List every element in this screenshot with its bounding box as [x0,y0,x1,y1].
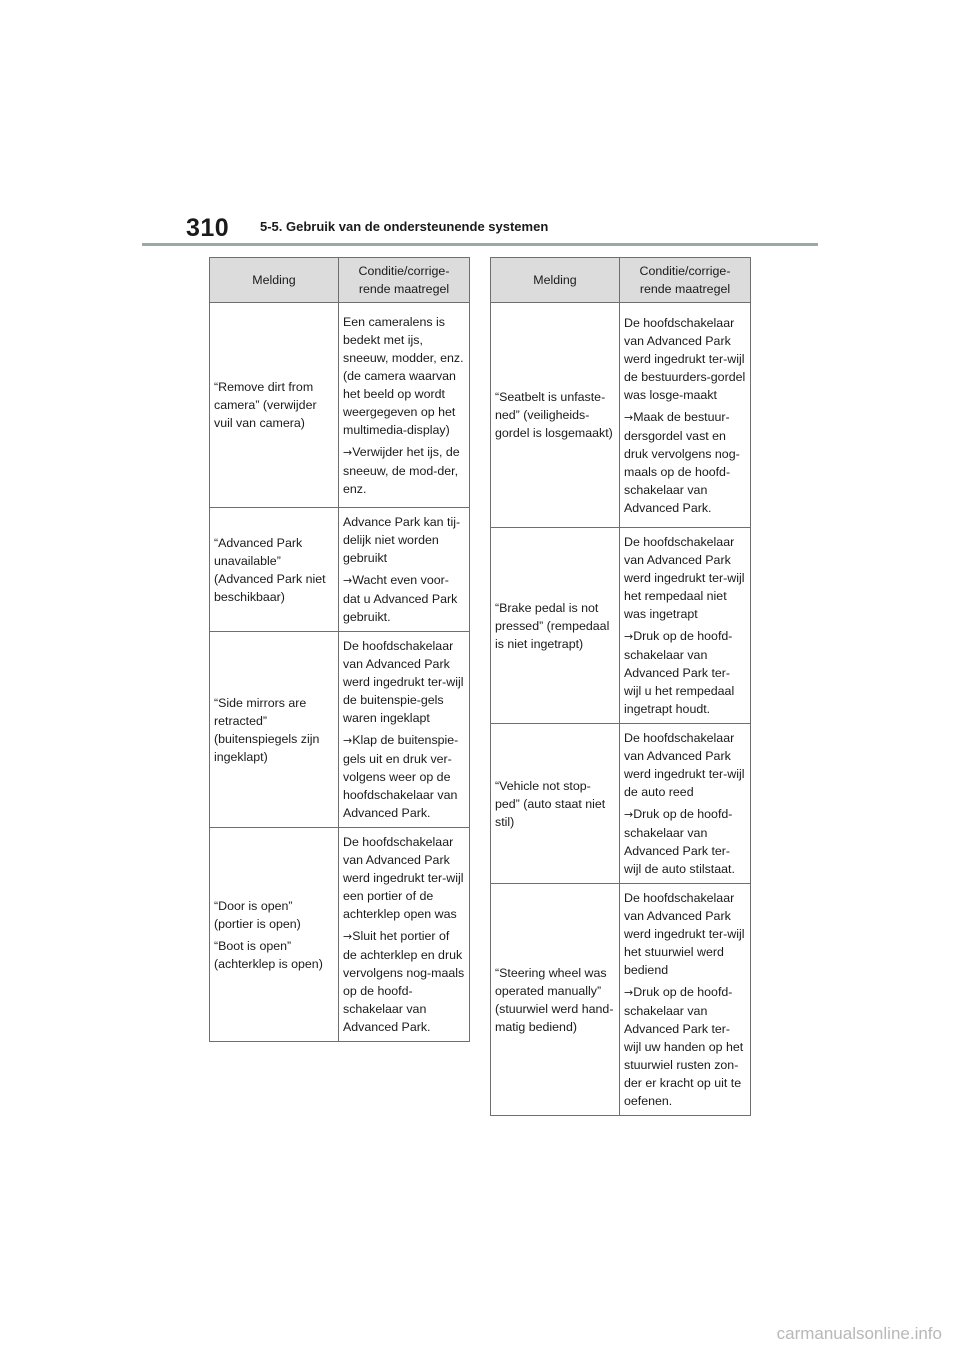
message-line: “Brake pedal is not [495,600,599,615]
action-label: Sluit het portier of de achterklep en druk vervolgens nog-maals op de hoofd-schakelaar van Advanced Park. [343,929,465,1034]
conditie-header-line2: rende maatregel [639,282,731,296]
message-line: beschikbaar) [214,589,285,604]
action-label: Druk op de hoofd-schakelaar van Advanced Park ter-wijl de auto stilstaat. [624,807,735,876]
message-line: pressed” (rempedaal [495,618,610,633]
melding-header: Melding [491,258,620,303]
table-row [210,508,470,632]
message-cell [491,303,620,528]
message-line: “Side mirrors are [214,695,307,710]
message-line: “Remove dirt from [214,380,314,394]
message-line: ned” (veiligheids- [495,408,590,422]
message-line: is niet ingetrapt) [495,636,584,651]
message-line: stil) [495,814,515,829]
condition-text: De hoofdschakelaar van Advanced Park werd ingedrukt ter-wijl de bestuurders-gordel was losge-maakt [624,315,746,402]
action-text [343,571,465,626]
message-line: (stuurwiel werd hand- [495,1001,614,1016]
condition-cell [339,508,470,632]
message-line: (achterklep is open) [214,956,323,971]
table-header-row [210,258,470,303]
table-row [210,828,470,1042]
message-line: “Advanced Park [214,535,303,550]
message-cell [210,303,339,508]
arrow-icon: → [343,574,353,587]
message-line: gordel is losgemaakt) [495,426,613,440]
message-line: “Vehicle not stop- [495,778,591,793]
message-line: (buitenspiegels zijn [214,731,320,746]
action-text [624,805,746,878]
table-row [491,724,751,884]
conditie-header-line1: Conditie/corrige- [358,264,450,278]
arrow-icon: → [343,930,353,943]
action-text [624,983,746,1110]
condition-cell [339,303,470,508]
arrow-icon: → [343,445,353,459]
arrow-icon: → [624,410,634,424]
watermark: carmanualsonline.info [776,1324,942,1343]
condition-cell [339,828,470,1042]
table-row [491,528,751,724]
action-text [624,408,746,517]
message-line: “Boot is open” [214,938,292,953]
right-message-table [490,257,751,1116]
message-cell [491,528,620,724]
message-line: “Door is open” [214,898,293,913]
condition-text: Een cameralens is bedekt met ijs, sneeuw, modder, enz. (de camera waarvan het beeld op wordt weergegeven op het multimedia-display) [343,314,464,437]
table-header-row [491,258,751,303]
action-label: Wacht even voor-dat u Advanced Park gebruikt. [343,573,458,624]
condition-cell [620,528,751,724]
message-line: “Seatbelt is unfaste- [495,390,606,404]
table-row [210,632,470,828]
section-title: 5-5. Gebruik van de ondersteunende systemen [260,219,549,234]
arrow-icon: → [624,630,634,643]
message-line: ped” (auto staat niet [495,796,606,811]
condition-text: De hoofdschakelaar van Advanced Park werd ingedrukt ter-wijl het stuurwiel werd bediend [624,891,745,977]
message-para [214,897,334,933]
message-cell [210,632,339,828]
action-text [343,927,465,1036]
message-line: (portier is open) [214,916,301,931]
condition-text: De hoofdschakelaar van Advanced Park werd ingedrukt ter-wijl een portier of de achterklep open was [343,835,464,921]
page-number: 310 [186,214,230,242]
message-line: operated manually” [495,983,602,998]
condition-cell [620,724,751,884]
message-cell [210,828,339,1042]
melding-header: Melding [210,258,339,303]
message-line: retracted” [214,713,268,728]
action-label: Verwijder het ijs, de sneeuw, de mod-der, enz. [343,444,460,496]
condition-text: Advance Park kan tij-delijk niet worden gebruikt [343,515,461,565]
action-label: Druk op de hoofd-schakelaar van Advanced Park ter-wijl u het rempedaal ingetrapt houdt. [624,629,735,716]
message-line: vuil van camera) [214,416,305,430]
conditie-header-line1: Conditie/corrige- [639,264,731,278]
condition-cell [620,303,751,528]
message-cell [491,724,620,884]
left-message-table [209,257,470,1042]
conditie-header [620,258,751,303]
message-line: unavailable” [214,553,281,568]
message-para [214,937,334,973]
condition-cell [620,884,751,1116]
message-line: ingeklapt) [214,749,268,764]
arrow-icon: → [624,986,634,999]
table-row [210,303,470,508]
action-text [624,627,746,718]
message-cell [210,508,339,632]
condition-text: De hoofdschakelaar van Advanced Park werd ingedrukt ter-wijl het rempedaal niet was ingetrapt [624,535,745,621]
arrow-icon: → [343,734,353,747]
message-line: (Advanced Park niet [214,571,326,586]
message-cell [491,884,620,1116]
action-label: Klap de buitenspie-gels uit en druk ver-volgens weer op de hoofdschakelaar van Advanced Park. [343,733,459,820]
condition-text: De hoofdschakelaar van Advanced Park werd ingedrukt ter-wijl de auto reed [624,731,745,799]
message-line: matig bediend) [495,1019,577,1034]
action-text [343,731,465,822]
header-divider [142,243,818,246]
action-label: Maak de bestuur-dersgordel vast en druk vervolgens nog-maals op de hoofd-schakelaar van Advanced Park. [624,409,740,515]
table-row [491,303,751,528]
conditie-header-line2: rende maatregel [358,282,450,296]
conditie-header [339,258,470,303]
action-label: Druk op de hoofd-schakelaar van Advanced Park ter-wijl uw handen op het stuurwiel rusten zon-der er kracht op uit te oefenen. [624,985,744,1108]
message-line: camera” (verwijder [214,398,317,412]
message-line: “Steering wheel was [495,965,607,980]
condition-text: De hoofdschakelaar van Advanced Park werd ingedrukt ter-wijl de buitenspie-gels waren ingeklapt [343,639,464,725]
table-row [491,884,751,1116]
action-text [343,443,465,498]
arrow-icon: → [624,808,634,821]
condition-cell [339,632,470,828]
